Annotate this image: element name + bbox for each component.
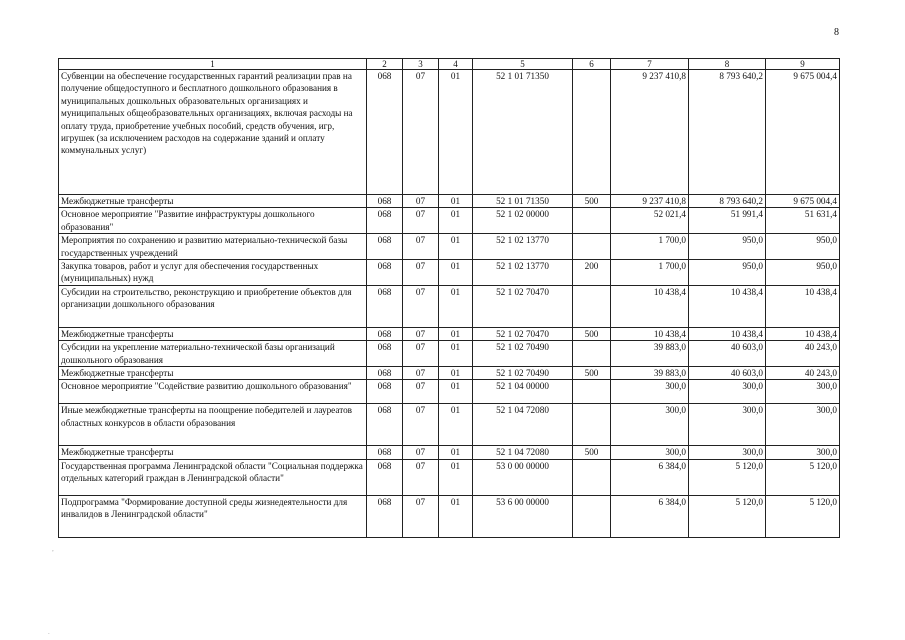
amount-col7-cell: 300,0: [611, 380, 689, 404]
code-type-cell: [573, 495, 611, 537]
code-type-cell: 200: [573, 260, 611, 286]
code-type-cell: 500: [573, 327, 611, 340]
table-row: [59, 285, 840, 327]
amount-col8-cell: 51 991,4: [689, 208, 766, 234]
amount-col7-cell: 39 883,0: [611, 367, 689, 380]
code-admin-cell: 068: [367, 367, 403, 380]
code-admin-cell: 068: [367, 341, 403, 367]
amount-col9-cell: 9 675 004,4: [766, 70, 840, 195]
item-name-cell: Субсидии на укрепление материально-технической базы организаций дошкольного образования: [59, 341, 367, 367]
code-admin-cell: 068: [367, 404, 403, 446]
code-admin-cell: 068: [367, 70, 403, 195]
amount-col8-cell: 300,0: [689, 404, 766, 446]
code-target-cell: 52 1 02 00000: [473, 208, 573, 234]
code-type-cell: [573, 208, 611, 234]
code-section-cell: 07: [403, 70, 439, 195]
code-section-cell: 07: [403, 367, 439, 380]
amount-col7-cell: 10 438,4: [611, 285, 689, 327]
code-subsection-cell: 01: [439, 195, 473, 208]
column-header-3: 3: [403, 59, 439, 70]
code-admin-cell: 068: [367, 446, 403, 459]
code-target-cell: 52 1 02 70470: [473, 327, 573, 340]
code-admin-cell: 068: [367, 234, 403, 260]
code-subsection-cell: 01: [439, 285, 473, 327]
amount-col8-cell: 300,0: [689, 380, 766, 404]
item-name-cell: Межбюджетные трансферты: [59, 367, 367, 380]
amount-col8-cell: 5 120,0: [689, 459, 766, 495]
amount-col7-cell: 9 237 410,8: [611, 195, 689, 208]
code-type-cell: 500: [573, 367, 611, 380]
code-subsection-cell: 01: [439, 260, 473, 286]
code-section-cell: 07: [403, 380, 439, 404]
amount-col9-cell: 10 438,4: [766, 327, 840, 340]
item-name-cell: Государственная программа Ленинградской области "Социальная поддержка отдельных категорий граждан в Ленинградской области": [59, 459, 367, 495]
item-name-cell: Межбюджетные трансферты: [59, 446, 367, 459]
page-number: 8: [834, 27, 839, 38]
code-section-cell: 07: [403, 327, 439, 340]
item-name-cell: Закупка товаров, работ и услуг для обеспечения государственных (муниципальных) нужд: [59, 260, 367, 286]
code-target-cell: 52 1 01 71350: [473, 70, 573, 195]
amount-col9-cell: 9 675 004,4: [766, 195, 840, 208]
amount-col7-cell: 10 438,4: [611, 327, 689, 340]
table-row: [59, 380, 840, 404]
amount-col8-cell: 8 793 640,2: [689, 70, 766, 195]
code-section-cell: 07: [403, 459, 439, 495]
code-type-cell: 500: [573, 195, 611, 208]
amount-col9-cell: 950,0: [766, 260, 840, 286]
amount-col8-cell: 8 793 640,2: [689, 195, 766, 208]
table-row: [59, 260, 840, 286]
code-section-cell: 07: [403, 260, 439, 286]
table-row: [59, 327, 840, 340]
amount-col7-cell: 300,0: [611, 446, 689, 459]
code-type-cell: [573, 234, 611, 260]
amount-col8-cell: 40 603,0: [689, 341, 766, 367]
amount-col8-cell: 5 120,0: [689, 495, 766, 537]
item-name-cell: Межбюджетные трансферты: [59, 327, 367, 340]
amount-col8-cell: 950,0: [689, 260, 766, 286]
code-subsection-cell: 01: [439, 208, 473, 234]
table-row: [59, 70, 840, 195]
code-subsection-cell: 01: [439, 380, 473, 404]
table-row: [59, 208, 840, 234]
amount-col9-cell: 40 243,0: [766, 341, 840, 367]
item-name-cell: Субвенции на обеспечение государственных гарантий реализации прав на получение общедоступного и бесплатного дошкольного образования в муниципальных дошкольных образовательных организациях и муниципальных общеобразовательных организациях, включая расходы на оплату труда, приобретение учебных пособий, средств обучения, игр, игрушек (за исключением расходов на содержание зданий и оплату коммунальных услуг): [59, 70, 367, 195]
table-row: [59, 195, 840, 208]
amount-col8-cell: 950,0: [689, 234, 766, 260]
code-admin-cell: 068: [367, 208, 403, 234]
table-row: [59, 234, 840, 260]
amount-col8-cell: 300,0: [689, 446, 766, 459]
code-type-cell: [573, 341, 611, 367]
amount-col7-cell: 6 384,0: [611, 495, 689, 537]
amount-col9-cell: 40 243,0: [766, 367, 840, 380]
column-header-8: 8: [689, 59, 766, 70]
amount-col9-cell: 300,0: [766, 446, 840, 459]
code-type-cell: [573, 404, 611, 446]
column-header-1: 1: [59, 59, 367, 70]
item-name-cell: Мероприятия по сохранению и развитию материально-технической базы государственных учреждений: [59, 234, 367, 260]
code-target-cell: 52 1 04 72080: [473, 446, 573, 459]
amount-col8-cell: 40 603,0: [689, 367, 766, 380]
column-header-9: 9: [766, 59, 840, 70]
code-subsection-cell: 01: [439, 367, 473, 380]
column-header-5: 5: [473, 59, 573, 70]
table-row: [59, 404, 840, 446]
amount-col7-cell: 39 883,0: [611, 341, 689, 367]
code-target-cell: 52 1 02 70470: [473, 285, 573, 327]
code-target-cell: 52 1 02 70490: [473, 341, 573, 367]
amount-col9-cell: 10 438,4: [766, 285, 840, 327]
scan-mark: ,: [52, 545, 54, 553]
amount-col9-cell: 5 120,0: [766, 459, 840, 495]
item-name-cell: Подпрограмма "Формирование доступной среды жизнедеятельности для инвалидов в Ленинградской области": [59, 495, 367, 537]
table-row: [59, 459, 840, 495]
code-section-cell: 07: [403, 404, 439, 446]
scan-mark: .: [48, 628, 50, 636]
code-target-cell: 52 1 02 13770: [473, 234, 573, 260]
amount-col9-cell: 300,0: [766, 404, 840, 446]
amount-col8-cell: 10 438,4: [689, 327, 766, 340]
amount-col8-cell: 10 438,4: [689, 285, 766, 327]
code-type-cell: [573, 70, 611, 195]
amount-col7-cell: 300,0: [611, 404, 689, 446]
code-admin-cell: 068: [367, 195, 403, 208]
code-subsection-cell: 01: [439, 446, 473, 459]
code-section-cell: 07: [403, 208, 439, 234]
code-target-cell: 52 1 04 72080: [473, 404, 573, 446]
code-section-cell: 07: [403, 495, 439, 537]
code-subsection-cell: 01: [439, 459, 473, 495]
budget-table: [58, 58, 840, 538]
code-section-cell: 07: [403, 341, 439, 367]
amount-col7-cell: 6 384,0: [611, 459, 689, 495]
code-target-cell: 53 6 00 00000: [473, 495, 573, 537]
amount-col7-cell: 9 237 410,8: [611, 70, 689, 195]
code-section-cell: 07: [403, 195, 439, 208]
code-type-cell: 500: [573, 446, 611, 459]
item-name-cell: Субсидии на строительство, реконструкцию и приобретение объектов для организации дошкольного образования: [59, 285, 367, 327]
code-target-cell: 52 1 02 70490: [473, 367, 573, 380]
code-subsection-cell: 01: [439, 234, 473, 260]
header-row: [59, 59, 840, 70]
table-row: [59, 495, 840, 537]
amount-col9-cell: 5 120,0: [766, 495, 840, 537]
column-header-6: 6: [573, 59, 611, 70]
amount-col9-cell: 300,0: [766, 380, 840, 404]
column-header-4: 4: [439, 59, 473, 70]
amount-col7-cell: 1 700,0: [611, 260, 689, 286]
table-row: [59, 367, 840, 380]
code-admin-cell: 068: [367, 327, 403, 340]
code-type-cell: [573, 380, 611, 404]
item-name-cell: Основное мероприятие "Развитие инфраструктуры дошкольного образования": [59, 208, 367, 234]
code-admin-cell: 068: [367, 380, 403, 404]
column-header-7: 7: [611, 59, 689, 70]
amount-col7-cell: 52 021,4: [611, 208, 689, 234]
code-type-cell: [573, 285, 611, 327]
code-subsection-cell: 01: [439, 70, 473, 195]
table-body: [59, 70, 840, 538]
amount-col9-cell: 51 631,4: [766, 208, 840, 234]
code-subsection-cell: 01: [439, 341, 473, 367]
code-target-cell: 52 1 02 13770: [473, 260, 573, 286]
code-section-cell: 07: [403, 285, 439, 327]
column-header-2: 2: [367, 59, 403, 70]
code-section-cell: 07: [403, 234, 439, 260]
code-type-cell: [573, 459, 611, 495]
item-name-cell: Иные межбюджетные трансферты на поощрение победителей и лауреатов областных конкурсов в области образования: [59, 404, 367, 446]
code-section-cell: 07: [403, 446, 439, 459]
code-admin-cell: 068: [367, 459, 403, 495]
amount-col9-cell: 950,0: [766, 234, 840, 260]
code-admin-cell: 068: [367, 495, 403, 537]
code-target-cell: 52 1 04 00000: [473, 380, 573, 404]
code-subsection-cell: 01: [439, 495, 473, 537]
amount-col7-cell: 1 700,0: [611, 234, 689, 260]
table-row: [59, 446, 840, 459]
item-name-cell: Основное мероприятие "Содействие развитию дошкольного образования": [59, 380, 367, 404]
table-row: [59, 341, 840, 367]
code-target-cell: 53 0 00 00000: [473, 459, 573, 495]
code-admin-cell: 068: [367, 260, 403, 286]
code-admin-cell: 068: [367, 285, 403, 327]
code-target-cell: 52 1 01 71350: [473, 195, 573, 208]
code-subsection-cell: 01: [439, 404, 473, 446]
code-subsection-cell: 01: [439, 327, 473, 340]
item-name-cell: Межбюджетные трансферты: [59, 195, 367, 208]
